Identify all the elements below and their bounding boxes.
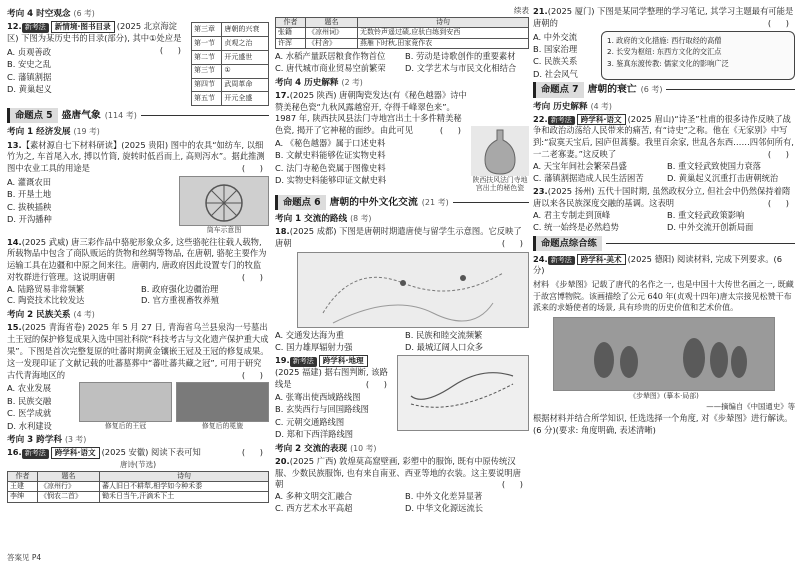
painting-caption: 《步辇图》(摹本·局部) — [629, 392, 699, 401]
celadon-vase-image — [471, 126, 529, 176]
option-b: B. 民族交融 — [7, 395, 52, 406]
poem-table: 作者 题名 诗句 王建 《凉州行》 蕃人旧日不耕犁,相学如今种禾黍 李绅 《悯农二首》 锄禾日当午,汗滴禾下土 — [7, 471, 269, 503]
question-23: 23.(2025 扬州) 五代十国时期, 虽然政权分立, 但社会中仍然保持着隋唐以来各民族深度交融的基调。这表明 ( ) A. 君主专制走到顶峰 B. 重文轻武政策影响 C. 统一始终是必然趋势 D. 中外交流开创新局面 — [533, 186, 795, 232]
option-a: A. 贞观善政 — [7, 46, 51, 57]
option-b: B. 重文轻武政策影响 — [667, 209, 745, 220]
option-a: A. 中外交流 — [533, 31, 577, 42]
option-a: A. 灌溉农田 — [7, 176, 51, 187]
kaoxiang-2-heading: 考向 2 交流的表现 (10 考) — [275, 443, 377, 454]
option-c: C. 国力雄厚辐射力强 — [275, 341, 353, 352]
envoy-route-map — [297, 252, 529, 328]
option-d: D. 文学艺术与市民文化相结合 — [405, 62, 517, 73]
option-d: D. 中外交流开创新局面 — [667, 221, 754, 232]
page-footer — [7, 553, 41, 564]
crown-image — [79, 382, 172, 422]
option-c: C. 统一始终是必然趋势 — [533, 221, 619, 232]
option-c: C. 藩镇割据造成人民生活困苦 — [533, 172, 644, 183]
question-24: 24. 新考法 跨学科·美术 (2025 德阳) 阅读材料, 完成下列要求。(6 分) 材料 《步辇图》记载了唐代的名作之一, 也是中国十大传世名画之一, 既藏于故宫博物院。该画描绘了公元 640 年(贞观十四年)唐太宗接见松赞干布派来的求婚使者的场景, 具有珍贵的历史价值和艺术价值。 《步辇图》(摹本·局部) ——摘编自《中国通史》等 根据材料并结合所学知识, 任选选择一个角度, 对《步辇图》进行解读。(6 分)(要求: 角度明确, 表述清晰) — [533, 253, 795, 435]
study-notes-card: 1. 政府的文化措施: 西行取经的高僧 2. 长安为枢纽: 东西方文化的交汇点 3. 鉴真东渡传教: 儒家文化的影响广泛 — [601, 31, 795, 81]
option-c: C. 拔秧插秧 — [7, 201, 52, 212]
option-c: C. 西方艺术水平高超 — [275, 502, 353, 513]
question-12: 12. 新考法 新情境·图书目录 (2025 北京海淀区) 下图为某历史书的目录(部分), 其中①处应是 ( ) A. 贞观善政 B. 安史之乱 C. 藩镇割据 D. 黄巢起义 第三章 唐朝的兴衰 第一节 贞观之治 第二节 开元盛世 第三节 ① 第四节 武周革命 第五节 开元全盛 — [7, 21, 269, 106]
option-c: C. 民族关系 — [533, 56, 578, 67]
option-d: D. 黄巢起义沉重打击唐朝统治 — [667, 172, 779, 183]
bunian-painting-image — [553, 317, 775, 391]
option-b: B. 开垦土地 — [7, 189, 52, 200]
option-a: A. 陆路贸易非常频繁 — [7, 283, 85, 294]
option-a: A. 张骞出使西域路线图 — [275, 391, 361, 402]
option-c: C. 唐代城市商业贸易空前繁荣 — [275, 62, 386, 73]
option-c: C. 医学成就 — [7, 408, 52, 419]
section-header-6: 命题点 6 唐朝的中外文化交流 (21 考) — [275, 195, 529, 210]
new-method-badge: 新考法 — [22, 23, 49, 32]
option-b: B. 民族和睦交流频繁 — [405, 329, 483, 340]
option-b: B. 重文轻武致使国力衰落 — [667, 160, 761, 171]
option-d: D. 官方重视畜牧养殖 — [141, 295, 220, 306]
option-d: D. 社会风气 — [533, 68, 578, 79]
table-continued-label: 续表 — [514, 6, 529, 15]
poem-table-continued: 作者 题名 诗句 张籍 《凉州词》 无数铃声遥过碛,应驮白练到安西 许浑 《村舍》 燕雁下时秋,田家竟作农 — [275, 17, 529, 49]
poem-table-title: 唐诗(节选) — [119, 460, 157, 470]
crown-tassel-image — [176, 382, 269, 422]
option-a: A. 天宝年间社会繁荣昌盛 — [533, 160, 627, 171]
kaoxiang-2-heading: 考向 2 民族关系 (4 考) — [7, 310, 95, 321]
question-20: 20.(2025 广西) 敦煌莫高窟壁画, 彩塑中的服饰, 既有中原传统汉服、少数民族服饰, 也有来自南亚、西亚等地的衣装。这主要说明唐朝 ( ) A. 多种文明交汇融合 B. 中外文化差异显著 C. 西方艺术水平高超 D. 中华文化源远流长 — [275, 455, 529, 513]
question-13: 13.【素材源自七下材料研读】(2025 贵阳) 图中的农具“如纺车, 以细竹为之, 车首尾入水, 搏以竹筒, 旋转时低舀而上, 高则泻水”。据此推测图中农业工具的用途是 ( ) A. 灌溉农田 B. 开垦土地 C. 拔秧插秧 D. 开沟播种 筒车示意图 — [7, 139, 269, 234]
question-16: 16. 新考法 跨学科·语文 (2025 安徽) 阅读下表可知 ( ) 唐诗(节选) 作者 题名 诗句 王建 《凉州行》 蕃人旧日不耕犁,相学如今种禾黍 李绅 《悯农二首》 锄禾日当午,汗滴禾下土 — [7, 447, 269, 503]
option-c: C. 元朝交通路线图 — [275, 416, 345, 427]
option-d: D. 最城辽阔人口众多 — [405, 341, 484, 352]
question-18: 18.(2025 成都) 下图是唐朝时期遣唐使与留学生示意图。它反映了唐朝 ( ) A. 交通发达海为重 B. 民族和睦交流频繁 C. 国力雄厚辐射力强 D. 最城辽阔人口众多 — [275, 226, 529, 352]
waterwheel-image — [179, 176, 269, 226]
option-d: D. 郑和下西洋路线图 — [275, 429, 354, 440]
answer-page-ref: 答案见 P4 — [7, 553, 42, 563]
option-a: A. 《秘色越器》属于口述史料 — [275, 137, 386, 148]
kaoxiang-1-heading: 考向 1 经济发展 (19 考) — [7, 127, 100, 138]
section-header-5: 命题点 5 盛唐气象 (114 考) — [7, 108, 269, 123]
option-b: B. 政府强化边疆治理 — [141, 283, 219, 294]
middle-column — [275, 6, 529, 552]
option-d: D. 实物史料能够印证文献史料 — [275, 175, 387, 186]
section-header-7: 命题点 7 唐朝的衰亡 (6 考) — [533, 82, 795, 97]
book-toc-table: 第三章 唐朝的兴衰 第一节 贞观之治 第二节 开元盛世 第三节 ① 第四节 武周革命 第五节 开元全盛 — [191, 22, 269, 106]
question-19: 19. 新考法 跨学科·地理(2025 福建) 据右图判断, 该路线是 ( ) A. 张骞出使西域路线图 B. 玄奘西行与回国路线图 C. 元朝交通路线图 D. 郑和下西洋路线图 — [275, 355, 529, 440]
option-b: B. 劳动是诗歌创作的重要素材 — [405, 50, 516, 61]
option-c: C. 陶瓷技术比较发达 — [7, 295, 85, 306]
option-b: B. 国家治理 — [533, 44, 578, 54]
option-a: A. 君主专制走到顶峰 — [533, 209, 611, 220]
question-21: 21.(2025 厦门) 下图是某同学整理的学习笔记, 其学习主题最有可能是唐朝的 ( ) A. 中外交流 B. 国家治理 C. 民族关系 D. 社会风气 1. 政府的文化措施: 西行取经的高僧 2. 长安为枢纽: 东西方文化的交汇点 3. 鉴真东渡传教: 儒家文化的影响广泛 — [533, 6, 795, 79]
option-d: D. 开沟播种 — [7, 214, 52, 225]
source-citation: ——摘编自《中国通史》等 — [706, 401, 795, 411]
option-d: D. 黄巢起义 — [7, 84, 52, 95]
section-header-comprehensive: 命题点综合练 — [533, 236, 795, 251]
right-column — [533, 6, 795, 552]
material-text: 材料 《步辇图》记载了唐代的名作之一, 也是中国十大传世名画之一, 既藏于故宫博物院。该画描绘了公元 640 年(贞观十四年)唐太宗接见松赞干布派来的求婚使者的场景, 具有珍贵的历史价值和艺术价值。 — [533, 280, 794, 313]
question-17: 17.(2025 陕西) 唐朝陶瓷发达(有《秘色越器》诗中赞美秘色瓷“九秋风露越窑开, 夺得千峰翠色来”。1987 年, 陕西扶风县法门寺地宫出土十多件精美秘色瓷, 揭开了它神秘的面纱。由此可见 ( ) A. 《秘色越器》属于口述史料 B. 文献史料能够佐证实物史料 C. 法门寺秘色瓷属于图像史料 D. 实物史料能够印证文献史料 陕西扶风法门寺地宫出土的秘色瓷 — [275, 89, 528, 193]
option-b: B. 中外文化差异显著 — [405, 491, 483, 502]
kaoxiang-1-heading: 考向 1 交流的路线 (8 考) — [275, 214, 372, 225]
kaoxiang-4-heading: 考向 4 时空观念 (6 考) — [7, 9, 95, 19]
question-22: 22. 新考法 跨学科·语文 (2025 眉山)“诗圣”杜甫的很多诗作反映了战争和政治动荡给人民带来的痛苦, 有“诗史”之称。他在《无家别》中写到:“寂寞天宝后, 园庐但蒿藜。我里百余家, 世乱各东西……四邻何所有, 一二老寡妻。”这反映了 ( ) A. 天宝年间社会繁荣昌盛 B. 重文轻武致使国力衰落 C. 藩镇割据造成人民生活困苦 D. 黄巢起义沉重打击唐朝统治 — [533, 113, 795, 183]
option-a: A. 农业发展 — [7, 383, 51, 394]
waterwheel-caption: 筒车示意图 — [206, 225, 242, 234]
kaoxiang-heading: 考向 历史解释 (4 考) — [533, 101, 612, 112]
option-a: A. 交通发达海为重 — [275, 329, 344, 340]
left-column — [7, 6, 269, 552]
question-16-options — [275, 51, 529, 75]
option-b: B. 安史之乱 — [7, 59, 52, 70]
question-15: 15.(2025 青海省卷) 2025 年 5 月 27 日, 青海省乌兰县泉沟一号墓出土王冠的保护修复成果入选中国社科院“科技考古与文化遗产保护重大成果”。下图是首次完整复原的吐蕃时期黄金镶嵌王冠及王冠的修复成果。这一发现印证了文献记载的吐蕃墓葬中“蕃吐蕃共藏之冠”, 可用于研究古代青海地区的 ( ) A. 农业发展 B. 民族交融 C. 医学成就 D. 水利建设 修复后的王冠 修复后的冕旒 — [7, 322, 269, 431]
option-b: B. 文献史料能够佐证实物史料 — [275, 150, 386, 161]
option-c: C. 藩镇割据 — [7, 71, 52, 82]
question-14: 14.(2025 武威) 唐三彩作品中骆驼形象众多, 这些骆驼往往载人载物, 所载物品中包含了商队贩运的货物和丝绸等物品, 在唐朝, 骆驼主要作为运输工具在边疆和中原之间来往。唐朝内, 唐政府因此设置专门的牧监对牧群进行管理。这说明唐朝 ( ) A. 陆路贸易非常频繁 B. 政府强化边疆治理 C. 陶瓷技术比较发达 D. 官方重视畜牧养殖 — [7, 236, 269, 306]
option-d: D. 水利建设 — [7, 420, 52, 431]
option-b: B. 玄奘西行与回国路线图 — [275, 404, 369, 415]
option-a: A. 水稻产量跃居粮食作物首位 — [275, 50, 386, 61]
kaoxiang-4-heading: 考向 4 历史解释 (2 考) — [275, 77, 363, 88]
question-24-requirement: 根据材料并结合所学知识, 任选选择一个角度, 对《步辇图》进行解读。(6 分)(要求: 角度明确, 表述清晰) — [533, 413, 793, 435]
option-a: A. 多种文明交汇融合 — [275, 491, 353, 502]
option-d: D. 中华文化源远流长 — [405, 502, 484, 513]
kaoxiang-3-heading: 考向 3 跨学科 (3 考) — [7, 435, 87, 446]
route-map — [397, 355, 529, 431]
option-c: C. 法门寺秘色瓷属于图像史料 — [275, 162, 386, 173]
